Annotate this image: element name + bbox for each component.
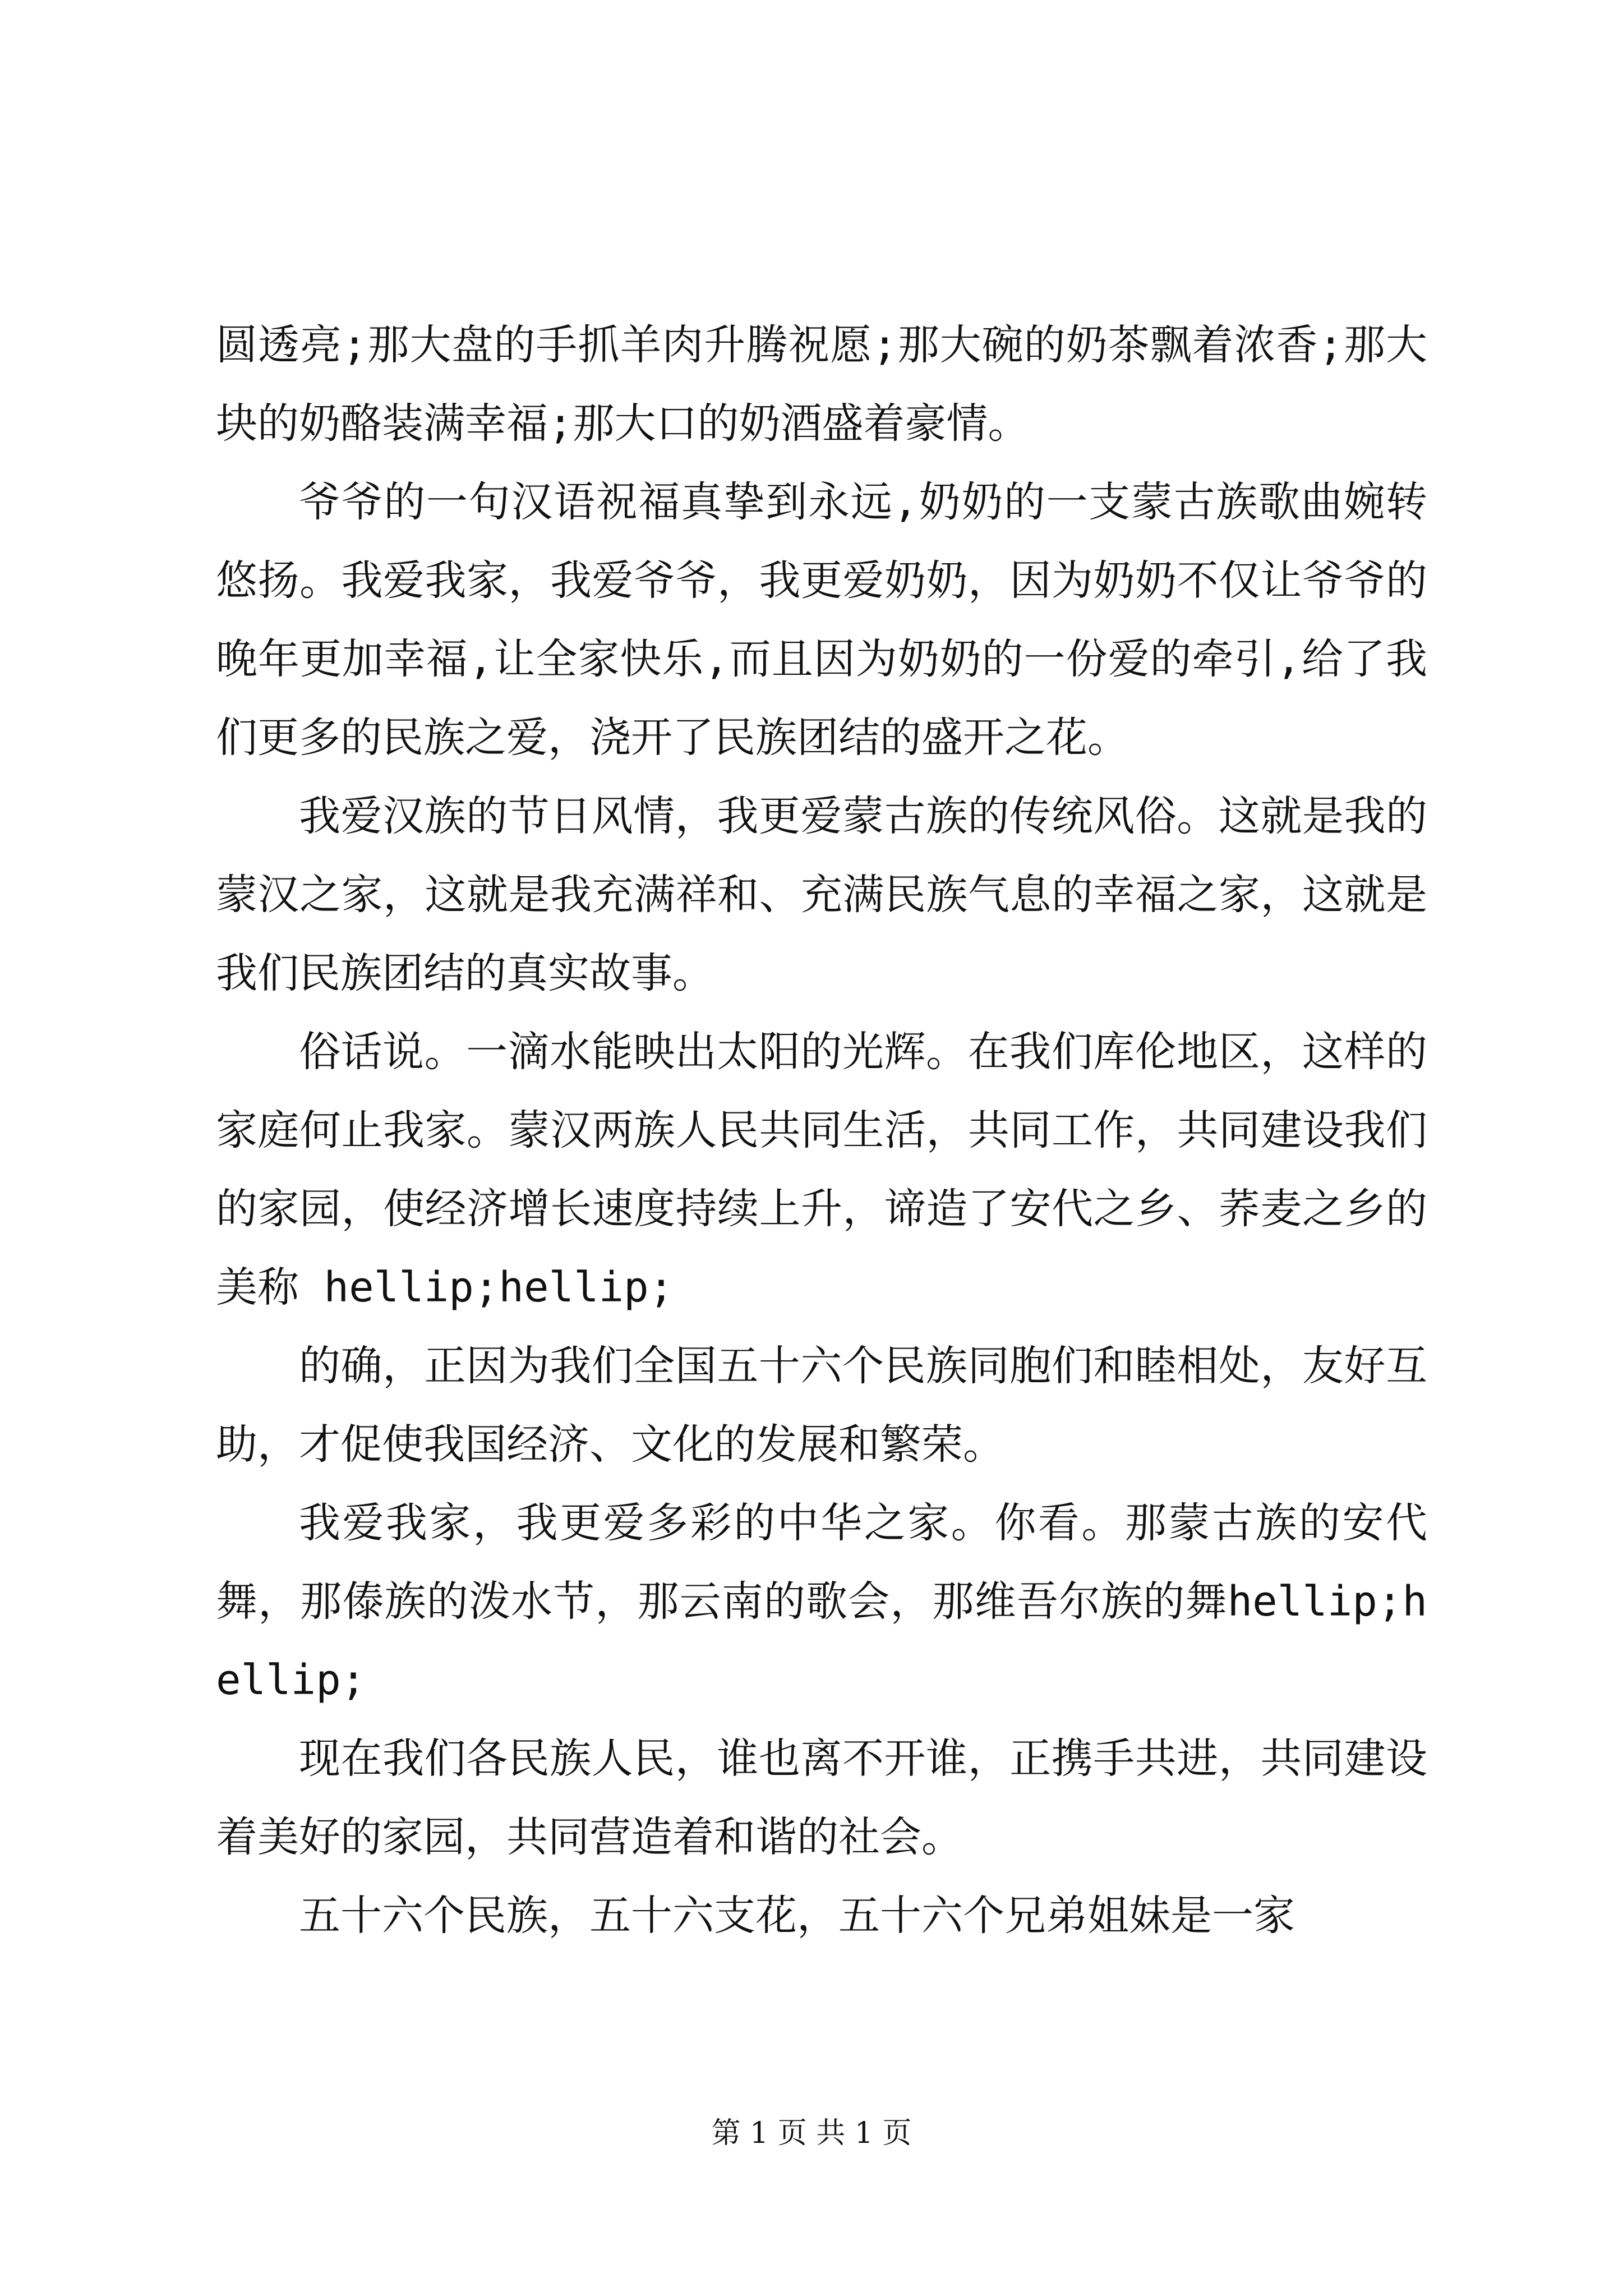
paragraph-5: 的确，正因为我们全国五十六个民族同胞们和睦相处，友好互助，才促使我国经济、文化的发展和繁荣。 (216, 1342, 1427, 1469)
paragraph-8: 五十六个民族，五十六支花，五十六个兄弟姐妹是一家 (299, 1892, 1295, 1940)
paragraph-6: 我爱我家，我更爱多彩的中华之家。你看。那蒙古族的安代舞，那傣族的泼水节，那云南的歌会，那维吾尔族的舞hellip;hellip; (216, 1499, 1427, 1704)
paragraph-2: 爷爷的一句汉语祝福真挚到永远,奶奶的一支蒙古族歌曲婉转悠扬。我爱我家，我爱爷爷，我更爱奶奶，因为奶奶不仅让爷爷的晚年更加幸福,让全家快乐,而且因为奶奶的一份爱的牵引,给了我们更多的民族之爱，浇开了民族团结的盛开之花。 (216, 478, 1427, 762)
paragraph-3: 我爱汉族的节日风情，我更爱蒙古族的传统风俗。这就是我的蒙汉之家，这就是我充满祥和、充满民族气息的幸福之家，这就是我们民族团结的真实故事。 (216, 792, 1427, 997)
document-body (216, 306, 1427, 1955)
paragraph-7: 现在我们各民族人民，谁也离不开谁，正携手共进，共同建设着美好的家园，共同营造着和谐的社会。 (216, 1734, 1427, 1861)
paragraph-1: 圆透亮;那大盘的手抓羊肉升腾祝愿;那大碗的奶茶飘着浓香;那大块的奶酪装满幸福;那大口的奶酒盛着豪情。 (216, 321, 1427, 448)
page-number-footer: 第 1 页 共 1 页 (711, 2116, 912, 2150)
paragraph-4: 俗话说。一滴水能映出太阳的光辉。在我们库伦地区，这样的家庭何止我家。蒙汉两族人民共同生活，共同工作，共同建设我们的家园，使经济增长速度持续上升，谛造了安代之乡、荞麦之乡的美称 hellip;hellip; (216, 1028, 1427, 1312)
